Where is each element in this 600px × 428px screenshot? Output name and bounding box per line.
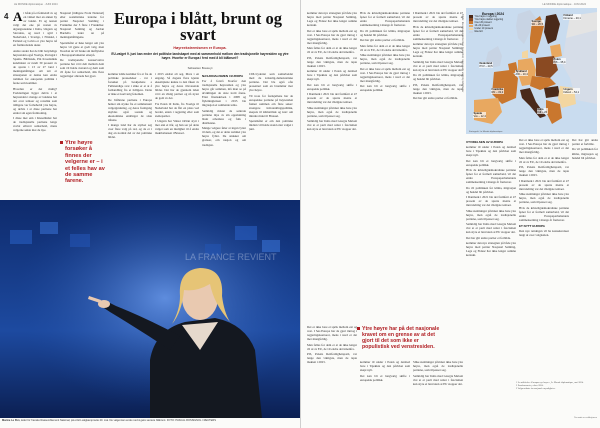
paragraph: I mange land har de styrket seg over flere valg på rad, og de er i dag en normal del av det politiske bildet. bbox=[108, 123, 152, 140]
paragraph: kommer til under i Polen og dermed bare i Tsjekkia og den påvirket som skapt nytt. bbox=[360, 360, 410, 373]
left-column-2 bbox=[60, 11, 104, 136]
paragraph: Men felles for dem er at de ikke lenger vil ut av EU, de vil endre det innenfra. bbox=[519, 155, 569, 164]
map-legend bbox=[469, 15, 513, 34]
paragraph: Det er ikke bare et sprik mellom øst og vest. I Sør-Europa har de gjort inntog i regjeringskontorer, mens i nord er det mer mangfoldig. bbox=[307, 325, 357, 342]
paragraph: Samtidig har Italia med Giorgia Meloni vist at et parti med røtter i fascismen kan styre et land uten at EU stopper det. bbox=[413, 373, 463, 386]
paragraph: Da vil politikken for klima, migrasjon og handel bli påvirket. bbox=[466, 185, 516, 194]
footnotes bbox=[516, 382, 596, 391]
right-column-4 bbox=[466, 138, 516, 425]
legend-item: Ytre høyre i regjering bbox=[469, 15, 513, 18]
paragraph: kommer til under i Polen og dermed bare i Tsjekkia og den påvirket som skapt nytt. bbox=[466, 145, 516, 158]
map-label-hungary: Ungarn Fidesz – 54,1 bbox=[563, 88, 580, 94]
map-source: Kartografi: Le Monde diplomatique bbox=[469, 131, 503, 133]
paragraph: Til tross for forskjellene har de europeiske partiene på høyresiden funnet sammen om flere saker: strengere innvandringspolitikk, skepsis til klimatiltak og krav om mindre makt til Brussel. bbox=[249, 93, 293, 118]
paragraph: i 2015 endret alt seg. Mars i en engang. Så dagens flere kjente eksemplene kunne ta den tåken av ytre høyre og deres tilsvarende bilder. Der har de gjennom tiden vært en viktig partner og nå nyter de godt av det. bbox=[155, 72, 199, 101]
paragraph: Hvis de kristeligdemokratiske partiene åpner for et formelt samarbeid, vil det endre Europaparlamentets sammensetning i mange år fremover. bbox=[519, 205, 569, 222]
paragraph: PiS, Polens Rettferdighetsparti, var lenge den viktigste, men de tapte makten i 2023. bbox=[413, 82, 463, 95]
paragraph: CDU-lyderiet som samarbeidet med de kristelig-demokratiske partiene. Det ble også ofte presentert som en brannmur mot ytre høyre. bbox=[249, 72, 293, 93]
footnote: 2 Eurobarometer, våren 2024. bbox=[516, 384, 544, 387]
paragraph: PiS, Polens Rettferdighetsparti, var lenge den viktigste, men de tapte makten i 2023. bbox=[519, 165, 569, 178]
paragraph: Hvis de kristeligdemokratiske partiene åpner for et formelt samarbeid, vil det endre Europaparlamentets sammensetning i mange år fremover. bbox=[360, 11, 410, 28]
paragraph: I Ungarn har Viktor Orbán styrt i mer enn et tiår, og han ser på dette valget som en mulighet til å endre maktbalansen i Brussel. bbox=[155, 119, 199, 136]
paragraph: Det har gitt andre partier et forbilde. bbox=[572, 138, 598, 147]
caption-name: Marine Le Pen bbox=[2, 419, 20, 422]
paragraph: Slike stemninger påvirker ikke bare ytre høyre, men også de tradisjonelle partiene, som tilpasser seg. bbox=[360, 52, 410, 66]
paragraph: kommer kilde kommer fra at fra de politiske pressedeker - var i forsøket på beskjedene a Fullstendige svar i slike er et at å forhandling fra et tidligere. Dette er ikke et kortvarig fenomen. bbox=[108, 72, 152, 97]
paragraph: Det er ikke bare et sprik mellom øst og vest. I Sør-Europa har de gjort inntog i regjeringskontorer, mens i nord er det mer mangfoldig. bbox=[519, 138, 569, 155]
paragraph: Det har gitt andre partier et forbilde. bbox=[360, 38, 405, 43]
left-page-number: 4 bbox=[4, 12, 9, 21]
paragraph: Andre steder har de blitt betydelige høyresiden også Sverige, Portugal i Spania. Bibliotek, Pin Kroatianisk kandidater av rundt 30 prosent av de spurte i 13 av 27 land i meningsmålinger. Alt tatt er situasjonen at denne kan endre rammen for europeisk politikk i årene som kommer. bbox=[13, 48, 57, 86]
paragraph: Det har gitt andre partier et forbilde. bbox=[466, 235, 511, 240]
pullquote-marker bbox=[357, 327, 360, 330]
right-page bbox=[300, 0, 600, 428]
map-label-italy: Italia FdI – 26 bbox=[537, 108, 548, 114]
paragraph: Da vil politikken for klima, migrasjon og handel bli påvirket. bbox=[413, 73, 463, 82]
right-running-head: LE MONDE diplomatique · JUNI 2024 bbox=[542, 3, 586, 6]
legend-item: Over 20 prosent bbox=[469, 21, 513, 24]
kicker: Høyreekstremismen er Europa. bbox=[173, 46, 227, 50]
right-column-2-lower bbox=[360, 360, 410, 425]
pullquote-marker bbox=[60, 141, 63, 144]
paragraph: I Danmark i 2021 ble det fremført at 47 prosent av de spurte mente at innvandring var det viktigste temaet. bbox=[307, 92, 357, 105]
right-column-5 bbox=[519, 138, 569, 378]
paragraph: For å forstå hvorfor den tradisjonelle høyresiden og ytre høyre går sammen, må man se på utviklingen de siste tretti årene. Etter finanskrisen i 2008 og flyktningkrisen i 2015 ble migrasjon et samlende tema. bbox=[202, 79, 246, 108]
left-column-3 bbox=[108, 72, 152, 198]
paragraph: PiS, Polens Rettferdighetsparti, var lenge den viktigste, men de tapte makten i 2023. bbox=[307, 352, 357, 365]
photo-caption bbox=[2, 419, 292, 422]
headline: Europa i blått, brunt og svart bbox=[114, 9, 282, 44]
map-label-sweden: Sverige SD – 20,5 bbox=[531, 20, 544, 26]
left-pullquote: Ytre høyre forsøker å finnes der velgerne er – i et felles hav av de samme farene. bbox=[60, 140, 106, 185]
legend-swatch bbox=[469, 31, 473, 34]
left-column-1 bbox=[13, 11, 57, 198]
ingress: EU-valget 9. juni kan endre det politiske landskapet med at sammenhold mellom den tradisjonelle høyresiden og ytre høyre. Hvorfor er Europa i ferd med å bli blåbrunt? bbox=[111, 52, 289, 61]
legend-item: 10–20 prosent bbox=[469, 24, 513, 27]
paragraph: Spørsmålet er ikke lenger om ytre høyre vil gjøre et godt valg, men hvordan de vil bruke sin innflytelse i Europaparlamentet etterpå. bbox=[60, 40, 104, 57]
paragraph: kommer til under i Polen og dermed bare i Tsjekkia og den påvirket som skapt nytt. bbox=[307, 69, 357, 82]
screen-text: LA FRANCE REVIENT bbox=[185, 252, 277, 262]
paragraph: De blåbrune partiene i Europa henter sin styrke fra et sammensatt velgergrunnlag, og deres fremgang skyldes også sosiale og økonomiske endringer de siste tiårene. bbox=[108, 97, 152, 122]
right-pullquote: Ytre høyre har på det nasjonale kravet om en grense av at det gjort til det som ikke er populistisk ved venstresiden. bbox=[357, 326, 447, 350]
left-column-5 bbox=[202, 72, 246, 198]
paragraph: De tradisjonelle konservative partiene har vært delt mellom dem som vil holde avstand og dem som vil åpne for samarbeid, slik flere regjeringer allerede har gjort. bbox=[60, 58, 104, 79]
right-column-2 bbox=[360, 11, 410, 321]
photo-marine-le-pen bbox=[0, 200, 300, 418]
paragraph: Spørsmålet er om den politiske midten vil holde stand etter valget i juni. bbox=[249, 119, 293, 132]
photo-illustration bbox=[0, 200, 300, 418]
legend-item: Ikke EU bbox=[469, 30, 513, 33]
map-label-spain: Spania Vox – 12,4 bbox=[473, 112, 486, 118]
right-column-1-lower bbox=[307, 325, 357, 425]
translator-note: Oversatt av redaksjonen bbox=[573, 416, 597, 419]
byline: Sébastien Bossuyt bbox=[187, 66, 213, 70]
footnote: 1 Se artikkelen «Europas nye høyre», Le Monde diplomatique, mai 2024. bbox=[516, 382, 584, 384]
left-running-head: LE MONDE diplomatique · JUNI 2024 bbox=[14, 3, 58, 6]
left-column-4 bbox=[155, 72, 199, 198]
paragraph: Fra Polen til Italia, fra Sverige til Nederland har de fått en plass ved bordet, enten i regjering eller som støttepartier. bbox=[155, 101, 199, 118]
paragraph: Da vil politikken for klima, migrasjon og handel bli påvirket. bbox=[360, 28, 410, 37]
paragraph: t både på et femtetall av og en vinkel mot en annen by av landet. Et og nesten valgt det ene på vesten av utgangsstedene i Italia, Ungarn og Slovakia, og nord i sgirl i Nederland, i Sverige, i Finland, i Estland og Latvia er ytre høyre nå en fremtredende aktør. bbox=[13, 11, 57, 48]
paragraph: Slike stemninger påvirker ikke bare ytre høyre, men også de tradisjonelle partiene, som tilpasser seg. bbox=[519, 192, 569, 205]
paragraph: Mange velgere føler at ingen lytter til dem, og det er dette rommet ytre høyre fyller. De snakker om grenser, om nasjon og om tradisjon. bbox=[202, 126, 246, 147]
paragraph: Den nye retningen vil ha konsekvenser langt ut over valgnatten. bbox=[519, 228, 569, 237]
paragraph: Slike stemninger påvirker ikke bare ytre høyre, men også de tradisjonelle partiene, som tilpasser seg. bbox=[307, 105, 357, 118]
left-column-6 bbox=[249, 72, 293, 198]
paragraph: Hvis de kristeligdemokratiske partiene åpner for et formelt samarbeid, vil det endre Europaparlamentets sammensetning i mange år fremover. bbox=[466, 168, 516, 185]
paragraph: I Danmark i 2021 ble det fremført at 47 prosent av de spurte mente at innvandring var det viktigste temaet. bbox=[413, 11, 463, 24]
paragraph: kommer den nye strategien på både ytre høyre med partier Nasjonal Samling, Lega og Fidesz har ikke lenger samme kontakt. bbox=[466, 241, 516, 258]
paragraph: Samtidig har Italia med Giorgia Meloni vist at et parti med røtter i fascismen kan styre et land uten at EU stopper det. bbox=[307, 119, 357, 132]
legend-item: Under 10 prosent bbox=[469, 27, 513, 30]
paragraph: Det kan bli et langvarig skifte i europeisk politikk. bbox=[307, 82, 357, 91]
paragraph: Men felles for dem er at de ikke lenger vil ut av EU, de vil endre det innenfra. bbox=[307, 342, 357, 351]
paragraph: Det er ikke bare et sprik mellom øst og vest. I Sør-Europa har de gjort inntog i regjeringskontorer, mens i nord er det mer mangfoldig. bbox=[307, 28, 357, 45]
paragraph: Slike stemninger påvirker ikke bare ytre høyre, men også de tradisjonelle partiene, som tilpasser seg. bbox=[413, 360, 463, 373]
map-label-germany: Tyskland AfD – 10,4 bbox=[515, 70, 528, 76]
subhead-mid: UTVIDELSEN AV EUROPA bbox=[466, 140, 504, 144]
right-column-1 bbox=[307, 11, 357, 321]
paragraph: Samtidig mistet de sentrale partiene mye av sin oppslutning blant arbeidere og folk i distriktene. bbox=[202, 108, 246, 125]
paragraph: I Danmark i 2021 ble det fremført at 47 prosent av de spurte mente at innvandring var det viktigste temaet. bbox=[519, 178, 569, 191]
caption-text: , leder for franske Rassemblement National, på et EU-valgkampmøte 20. mai. De valget kan ende med å gøre sentere blåbrunt. bbox=[19, 419, 167, 422]
paragraph: PiS, Polens Rettferdighetsparti, var lenge den viktigste, men de tapte makten i 2023. bbox=[307, 55, 357, 68]
right-column-6 bbox=[572, 138, 598, 378]
paragraph: Det kan bli et langvarig skifte i europeisk politikk. bbox=[466, 158, 516, 167]
paragraph: Nasjonal (tidligere Front National) eller sosialistiske lederne for partier Nasjonal Samling i Frankrike der 5 flere i Frankrike: Nasjonal Samling og Jordan Bardella leder an på meningsmålingene. bbox=[60, 11, 104, 40]
paragraph: Men felles for dem er at de ikke lenger vil ut av EU, de vil endre det innenfra. bbox=[307, 46, 357, 55]
subhead: NASJONALISMEN I EUROPA bbox=[202, 74, 244, 78]
right-column-3 bbox=[413, 11, 463, 321]
paragraph: Samtidig har Italia med Giorgia Meloni vist at et parti med røtter i fascismen kan styre et land uten at EU stopper det. bbox=[466, 222, 516, 235]
paragraph: Det har gitt andre partier et forbilde. bbox=[413, 96, 458, 101]
subhead-last: ET NYTT EUROPA bbox=[519, 223, 545, 228]
paragraph: Da vil politikken for klima, migrasjon og handel bli påvirket. bbox=[572, 147, 598, 160]
map-label-finland: Finland Finnene – 20,1 bbox=[563, 14, 581, 20]
paragraph: I Danmark i 2021 ble det fremført at 47 prosent av de spurte mente at innvandring var det viktigste temaet. bbox=[466, 195, 516, 208]
paragraph: Hvordan er det mulig? Forklaringen ligger delvis i at høyresiden i mange av landene har tatt over temaer og retorikk som tidligere var forbeholdt ytre høyre, og delvis i at disse partiene har endret sin egen fremtoning. bbox=[13, 86, 57, 115]
paragraph: Det kan bli et langvarig skifte i europeisk politikk. bbox=[360, 84, 410, 93]
paragraph: Slike stemninger påvirker ikke bare ytre høyre, men også de tradisjonelle partiene, som tilpasser seg. bbox=[466, 208, 516, 221]
footnote: 3 Valgresultater fra nasjonale myndigheter. bbox=[516, 387, 556, 390]
legend-item: Ytre høyre støtter regjering bbox=[469, 18, 513, 21]
paragraph: Hvis de kristeligdemokratiske partiene åpner for et formelt samarbeid, vil det endre Europaparlamentets sammensetning i mange år fremover. bbox=[413, 24, 463, 41]
map-title: Europa i 2024 bbox=[482, 12, 505, 16]
paragraph: kommer den nye strategien på både ytre høyre med partier Nasjonal Samling, Lega og Fidesz har ikke lenger samme kontakt. bbox=[413, 42, 463, 59]
paragraph: Det kan bli et langvarig skifte i europeisk politikk. bbox=[360, 373, 410, 382]
right-column-3-lower bbox=[413, 360, 463, 425]
paragraph: I disse mer enn i Kieseländer har de tradisjonelle partiene lenge avvist ethvert samarbeid, mens velgerne søkte mot de nye. bbox=[13, 116, 57, 133]
paragraph: Samtidig har Italia med Giorgia Meloni vist at et parti med røtter i fascismen kan styre et land uten at EU stopper det. bbox=[413, 59, 463, 72]
map-label-netherlands: Nederland PVV – 23,5 bbox=[479, 62, 493, 68]
paragraph: Men felles for dem er at de ikke lenger vil ut av EU, de vil endre det innenfra. bbox=[360, 43, 410, 52]
map-label-poland: Polen PiS – 35,4 bbox=[553, 58, 566, 64]
paragraph: kommer den nye strategien på både ytre høyre med partier Nasjonal Samling, Lega og Fidesz har ikke lenger samme kontakt. bbox=[307, 11, 357, 28]
paragraph: Det er ikke bare et sprik mellom øst og vest. I Sør-Europa har de gjort inntog i regjeringskontorer, mens i nord er det mer mangfoldig. bbox=[360, 66, 410, 83]
map-label-france: Frankrike RN – 33,2 bbox=[491, 88, 504, 94]
photo-credit: FOTO: PASCAL ROSSIGNOL / REUTERS bbox=[166, 419, 216, 422]
rotated-source-note: Kilde: Europaparlamentet, Eurostat, nasjonale valgmyndigheter bbox=[461, 14, 465, 93]
drop-cap: A bbox=[13, 11, 23, 24]
